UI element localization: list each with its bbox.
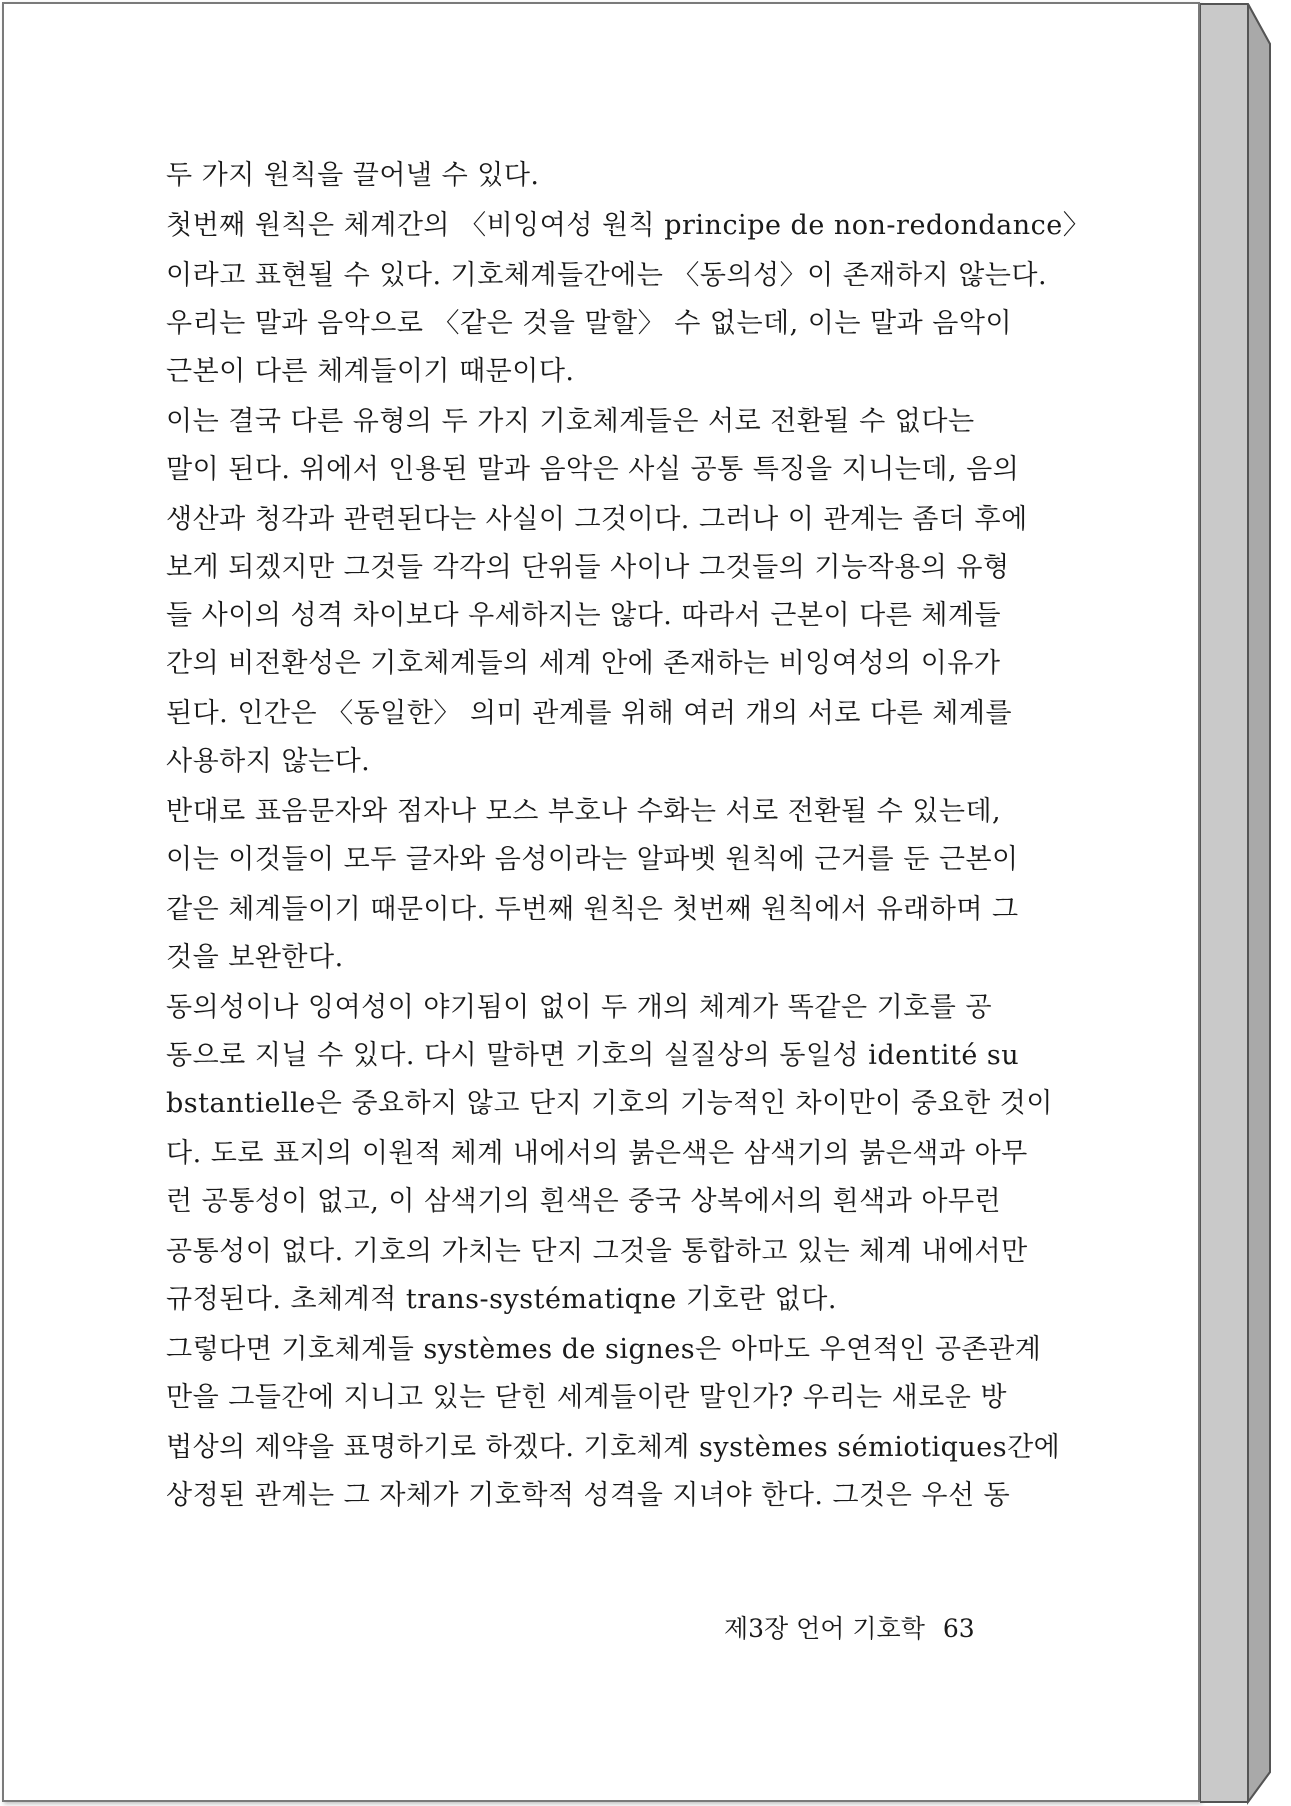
- text-line: 같은 체계들이기 때문이다. 두번째 원칙은 첫번째 원칙에서 유래하며 그: [166, 894, 1019, 925]
- text-line: 만을 그들간에 지니고 있는 닫힌 세계들이란 말인가? 우리는 새로운 방: [166, 1382, 1008, 1413]
- book-page: [2, 2, 1200, 1802]
- text-line: 두 가지 원칙을 끌어낼 수 있다.: [166, 160, 540, 191]
- text-line: 공통성이 없다. 기호의 가치는 단지 그것을 통합하고 있는 체계 내에서만: [166, 1236, 1028, 1267]
- running-chapter-title: 제3장 언어 기호학: [724, 1614, 925, 1643]
- text-line: 런 공통성이 없고, 이 삼색기의 흰색은 중국 상복에서의 흰색과 아무런: [166, 1186, 1002, 1217]
- text-line: 근본이 다른 체계들이기 때문이다.: [166, 356, 575, 387]
- text-line: 말이 된다. 위에서 인용된 말과 음악은 사실 공통 특징을 지니는데, 음의: [166, 454, 1020, 485]
- page-footer: [724, 1609, 975, 1645]
- page-number: 63: [942, 1614, 975, 1643]
- text-line: 보게 되겠지만 그것들 각각의 단위들 사이나 그것들의 기능작용의 유형: [166, 552, 1010, 583]
- text-line: 다. 도로 표지의 이원적 체계 내에서의 붉은색은 삼색기의 붉은색과 아무: [166, 1138, 1028, 1169]
- text-line: 이라고 표현될 수 있다. 기호체계들간에는 〈동의성〉이 존재하지 않는다.: [166, 260, 1048, 291]
- text-line: 법상의 제약을 표명하기로 하겠다. 기호체계 systèmes sémiotiques간에: [166, 1432, 1061, 1463]
- text-line: 사용하지 않는다.: [166, 746, 371, 777]
- text-line: 동으로 지닐 수 있다. 다시 말하면 기호의 실질상의 동일성 identité su: [166, 1040, 1020, 1071]
- text-line: 간의 비전환성은 기호체계들의 세계 안에 존재하는 비잉여성의 이유가: [166, 648, 1001, 679]
- text-line: 상정된 관계는 그 자체가 기호학적 성격을 지녀야 한다. 그것은 우선 동: [166, 1480, 1011, 1511]
- text-line: 우리는 말과 음악으로 〈같은 것을 말할〉 수 없는데, 이는 말과 음악이: [166, 308, 1013, 339]
- text-line: 그렇다면 기호체계들 systèmes de signes은 아마도 우연적인 공존관계: [166, 1334, 1042, 1365]
- text-line: 동의성이나 잉여성이 야기됨이 없이 두 개의 체계가 똑같은 기호를 공: [166, 992, 993, 1023]
- text-line: 이는 이것들이 모두 글자와 음성이라는 알파벳 원칙에 근거를 둔 근본이: [166, 844, 1019, 875]
- page-stack-edge: [1200, 0, 1291, 1806]
- text-line: 규정된다. 초체계적 trans-systématiqne 기호란 없다.: [166, 1284, 837, 1315]
- text-line: 것을 보완한다.: [166, 942, 344, 973]
- text-line: 이는 결국 다른 유형의 두 가지 기호체계들은 서로 전환될 수 없다는: [166, 406, 975, 437]
- text-line: 생산과 청각과 관련된다는 사실이 그것이다. 그러나 이 관계는 좀더 후에: [166, 504, 1028, 535]
- text-line: 들 사이의 성격 차이보다 우세하지는 않다. 따라서 근본이 다른 체계들: [166, 600, 1002, 631]
- text-line: 반대로 표음문자와 점자나 모스 부호나 수화는 서로 전환될 수 있는데,: [166, 796, 1002, 827]
- text-line: 된다. 인간은 〈동일한〉 의미 관계를 위해 여러 개의 서로 다른 체계를: [166, 698, 1013, 729]
- text-line: 첫번째 원칙은 체계간의 〈비잉여성 원칙 principe de non-redondance〉: [166, 210, 1091, 241]
- text-line: bstantielle은 중요하지 않고 단지 기호의 기능적인 차이만이 중요한 것이: [166, 1088, 1053, 1119]
